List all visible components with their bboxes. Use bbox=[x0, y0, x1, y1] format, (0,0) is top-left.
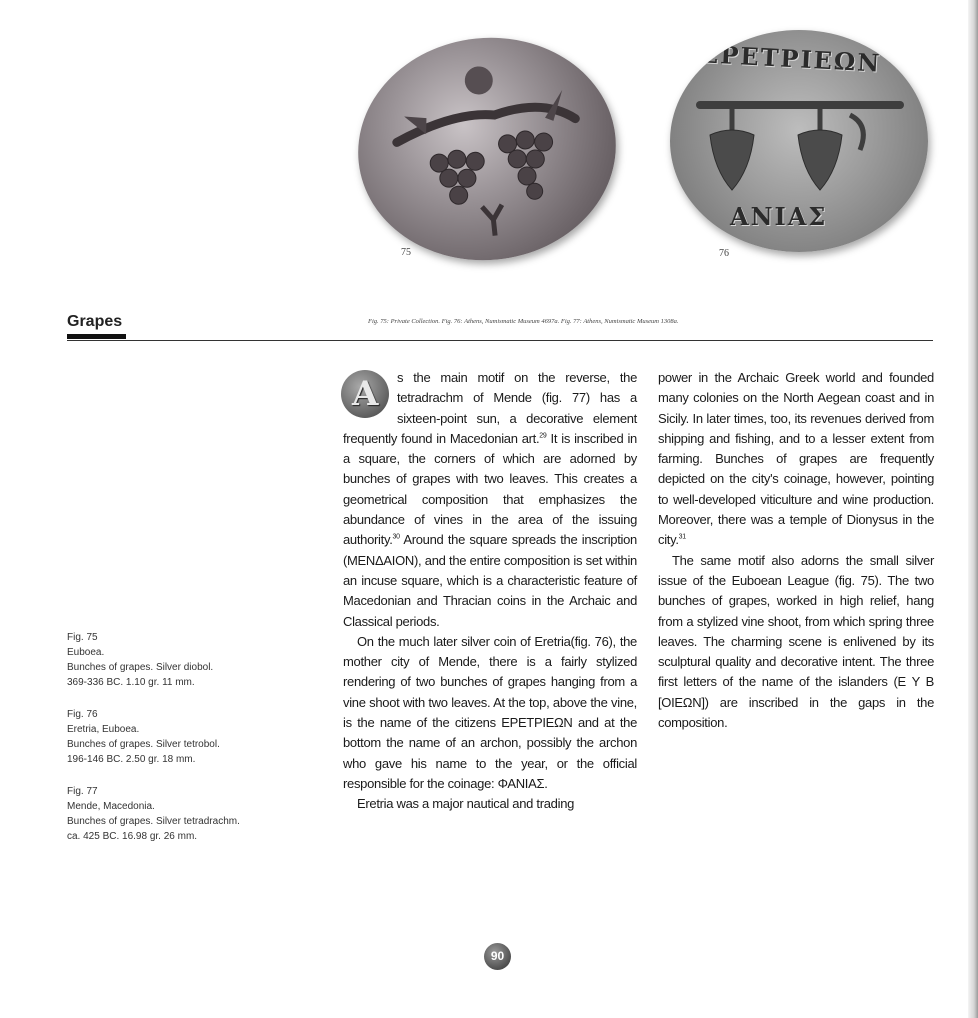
photo-caption: Fig. 75: Private Collection. Fig. 76: Athens, Numismatic Museum 4697a. Fig. 77: Athens, Numismatic Museum 1308a. bbox=[368, 318, 679, 325]
coin-76-legend-bottom: ΑΝΙΑΣ bbox=[730, 202, 828, 231]
text-run: power in the Archaic Greek world and founded many colonies on the North Aegean coast and in Sicily. In later times, too, its revenues derived from shipping and fishing, and to a lesser extent from farming. Bunches of grapes are frequently depicted on the city's coinage, however, pointing to well-developed viticulture and wine production. Moreover, there was a temple of Dionysus in the city. bbox=[658, 370, 934, 548]
coin-76-image bbox=[670, 30, 928, 252]
page-edge bbox=[968, 0, 978, 1018]
figure-description: Bunches of grapes. Silver diobol. bbox=[67, 662, 214, 673]
paragraph: On the much later silver coin of Eretria(fig. 76), the mother city of Mende, there is a fairly stylized rendering of two bunches of grapes hanging from a vine shoot with two leaves. At the top, above the vine, is the name of the citizens ΕΡΕΤΡΙΕΩΝ and at the bottom the name of an archon, possibly the archon who gave his name to the year, or the official responsible for the coinage: ΦΑΝΙΑΣ. bbox=[343, 633, 637, 791]
paragraph: The same motif also adorns the small silver issue of the Euboean League (fig. 75). The two bunches of grapes, worked in high relief, hang from a stylized vine shoot, from which spring three leaves. The charming scene is enlivened by its sculptural quality and decorative intent. The three first letters of the name of the islanders (Ε Υ Β [ΟΙΕΩΝ]) are inscribed in the gaps in the composition. bbox=[658, 552, 934, 731]
section-title-bar bbox=[67, 334, 126, 339]
paragraph: Eretria was a major nautical and trading bbox=[357, 796, 575, 812]
text-run: Around the square spreads the inscription (ΜΕΝΔΑΙΟΝ), and the entire composition is set within an incuse square, which is a characteristic feature of Macedonian and Thracian coins in the Archaic and Classical periods. bbox=[343, 532, 637, 629]
figure-caption-77 bbox=[67, 784, 317, 844]
figure-details: ca. 425 BC. 16.98 gr. 26 mm. bbox=[67, 831, 198, 842]
figure-label: Fig. 75 bbox=[67, 632, 98, 643]
figure-caption-75 bbox=[67, 630, 317, 690]
paragraph bbox=[343, 368, 637, 632]
text-run: s the main motif on the reverse, the tetradrachm of Mende (fig. 77) has a sixteen-point sun, a decorative element frequently found in Macedonian art. bbox=[343, 370, 637, 446]
footnote-ref[interactable]: 29 bbox=[539, 432, 547, 440]
body-column-left bbox=[343, 368, 637, 815]
footnote-ref[interactable]: 31 bbox=[678, 534, 686, 542]
paragraph bbox=[658, 368, 934, 551]
drop-cap: A bbox=[341, 370, 389, 418]
figure-details: 369-336 BC. 1.10 gr. 11 mm. bbox=[67, 677, 195, 688]
figure-details: 196-146 BC. 2.50 gr. 18 mm. bbox=[67, 754, 196, 765]
section-title: Grapes bbox=[67, 313, 123, 330]
body-column-right bbox=[658, 368, 934, 733]
horizontal-rule bbox=[67, 340, 933, 341]
figure-caption-76 bbox=[67, 707, 317, 767]
coin-75-image bbox=[347, 25, 627, 273]
coin-76-legend-top: ΕΡΕΤΡΙΕΩΝ bbox=[699, 39, 882, 78]
figure-description: Bunches of grapes. Silver tetrobol. bbox=[67, 739, 220, 750]
figure-captions bbox=[67, 630, 317, 861]
figure-place: Eretria, Euboea. bbox=[67, 724, 140, 735]
grapes-relief-icon bbox=[347, 25, 627, 273]
figure-label: Fig. 76 bbox=[67, 709, 98, 720]
text-run: It is inscribed in a square, the corners of which are adorned by bunches of grapes with two leaves. This creates a geometrical composition that emphasizes the abundance of vines in the area of the issuing authority. bbox=[343, 430, 637, 548]
footnote-ref[interactable]: 30 bbox=[392, 534, 400, 542]
figure-description: Bunches of grapes. Silver tetradrachm. bbox=[67, 816, 240, 827]
figure-place: Mende, Macedonia. bbox=[67, 801, 155, 812]
figure-label: Fig. 77 bbox=[67, 786, 98, 797]
figure-place: Euboea. bbox=[67, 647, 105, 658]
coin-76-number: 76 bbox=[719, 248, 729, 259]
page-number-badge: 90 bbox=[484, 943, 511, 970]
coin-75-number: 75 bbox=[401, 247, 411, 258]
